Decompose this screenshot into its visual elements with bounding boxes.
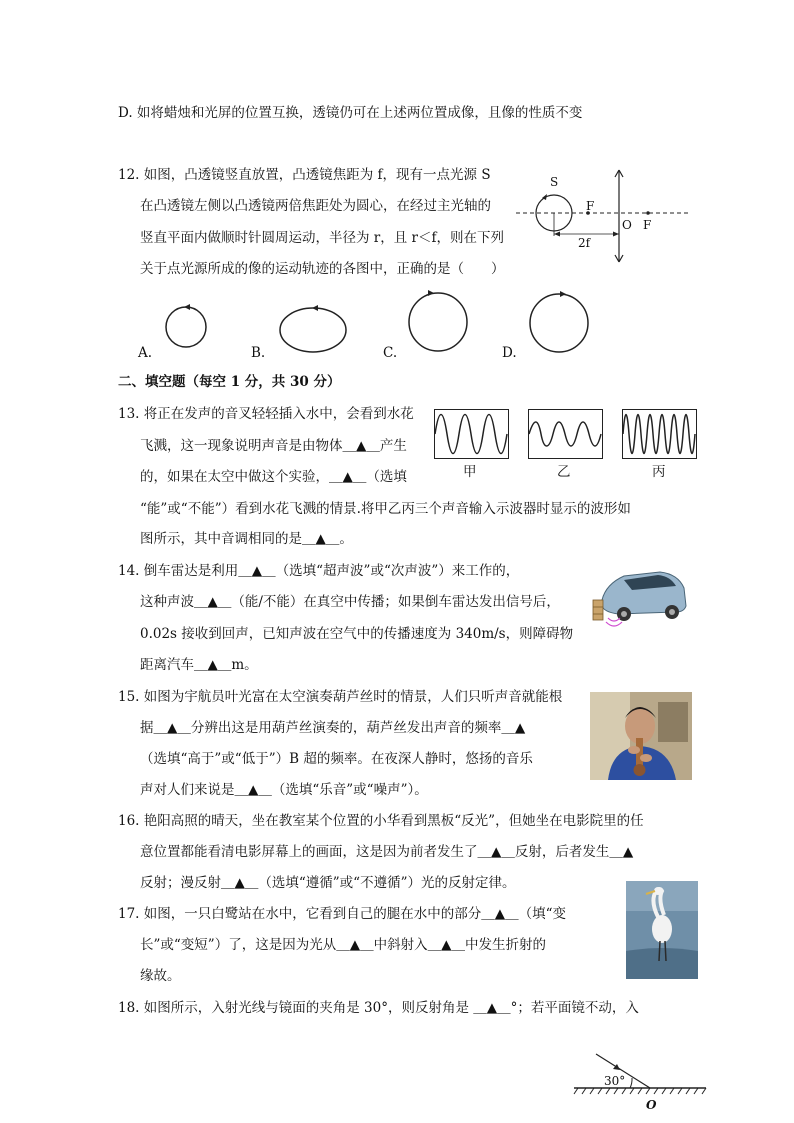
lens-diagram xyxy=(512,168,692,268)
q12-lens-figure xyxy=(512,168,692,268)
astronaut-photo xyxy=(590,692,692,780)
waveform-label-yi: 乙 xyxy=(557,464,571,480)
q13-line: “能”或“不能”）看到水花飞溅的情景.将甲乙丙三个声音输入示波器时显示的波形如 xyxy=(140,501,631,517)
q12-line: 关于点光源所成的像的运动轨迹的各图中，正确的是（ ） xyxy=(140,261,505,277)
car-radar-image xyxy=(588,566,688,632)
q18-mirror-figure xyxy=(568,1052,708,1114)
q17-line: 17. 如图，一只白鹭站在水中，它看到自己的腿在水中的部分＿▲＿（填“变 xyxy=(118,906,567,922)
q15-line: 15. 如图为宇航员叶光富在太空演奏葫芦丝时的情景，人们只听声音就能根 xyxy=(118,689,563,705)
waveform-yi xyxy=(528,409,603,459)
q18-line: 18. 如图所示，入射光线与镜面的夹角是 30°，则反射角是 ＿▲＿°；若平面镜不动，入 xyxy=(118,1000,639,1016)
q14-line: 0.02s 接收到回声，已知声波在空气中的传播速度为 340m/s，则障碍物 xyxy=(140,626,574,642)
q17-line: 缘故。 xyxy=(140,968,181,984)
q12-line: 12. 如图，凸透镜竖直放置，凸透镜焦距为 f，现有一点光源 S xyxy=(118,167,491,183)
mirror-diagram xyxy=(568,1052,708,1114)
option-b-ellipse xyxy=(276,300,350,356)
q14-line: 距离汽车＿▲＿m。 xyxy=(140,657,258,673)
q15-line: （选填“高于”或“低于”）B 超的频率。在夜深人静时，悠扬的音乐 xyxy=(140,751,533,767)
q16-line: 反射；漫反射＿▲＿（选填“遵循”或“不遵循”）光的反射定律。 xyxy=(140,875,516,891)
q16-line: 意位置都能看清电影屏幕上的画面，这是因为前者发生了＿▲＿反射，后者发生＿▲ xyxy=(140,844,634,860)
option-c-circle xyxy=(406,290,470,354)
option-d-circle xyxy=(526,290,592,356)
incidence-point-label: O xyxy=(646,1098,657,1112)
q15-line: 声对人们来说是＿▲＿（选填“乐音”或“噪声”）。 xyxy=(140,782,428,798)
q14-line: 14. 倒车雷达是利用＿▲＿（选填“超声波”或“次声波”）来工作的， xyxy=(118,563,520,579)
angle-label: 30° xyxy=(604,1074,626,1088)
q12-line: 在凸透镜左侧以凸透镜两倍焦距处为圆心，在经过主光轴的 xyxy=(140,198,491,214)
waveform-bing xyxy=(622,409,697,459)
option-b-label: B. xyxy=(251,345,266,361)
q13-line: 飞溅，这一现象说明声音是由物体＿▲＿产生 xyxy=(140,438,407,454)
option-c-label: C. xyxy=(383,345,398,361)
waveform-label-jia: 甲 xyxy=(463,464,477,480)
focus-label-left: F xyxy=(586,199,595,213)
section-heading: 二、填空题（每空 1 分，共 30 分） xyxy=(118,374,341,390)
q13-line: 图所示，其中音调相同的是＿▲＿。 xyxy=(140,531,353,547)
q16-line: 16. 艳阳高照的晴天，坐在教室某个位置的小华看到黑板“反光”，但她坐在电影院里的任 xyxy=(118,813,644,829)
two-f-label: 2f xyxy=(578,236,591,250)
q14-line: 这种声波＿▲＿（能/不能）在真空中传播；如果倒车雷达发出信号后， xyxy=(140,594,560,610)
option-a-label: A. xyxy=(138,345,153,361)
source-s-label: S xyxy=(550,175,559,189)
q11-option-d: D. 如将蜡烛和光屏的位置互换，透镜仍可在上述两位置成像，且像的性质不变 xyxy=(118,105,583,121)
option-a-circle xyxy=(160,302,212,354)
waveform-jia xyxy=(434,409,509,459)
q13-line: 13. 将正在发声的音叉轻轻插入水中，会看到水花 xyxy=(118,406,414,422)
q12-line: 竖直平面内做顺时针圆周运动，半径为 r，且 r＜f，则在下列 xyxy=(140,230,504,246)
q13-line: 的，如果在太空中做这个实验，＿▲＿（选填 xyxy=(140,469,407,485)
focus-label-right: F xyxy=(643,218,652,232)
optical-center-label: O xyxy=(622,218,632,232)
q17-line: 长”或“变短”）了，这是因为光从＿▲＿中斜射入＿▲＿中发生折射的 xyxy=(140,937,546,953)
egret-photo xyxy=(626,881,698,979)
waveform-label-bing: 丙 xyxy=(652,464,666,480)
option-d-label: D. xyxy=(502,345,517,361)
q15-line: 据＿▲＿分辨出这是用葫芦丝演奏的，葫芦丝发出声音的频率＿▲ xyxy=(140,720,526,736)
